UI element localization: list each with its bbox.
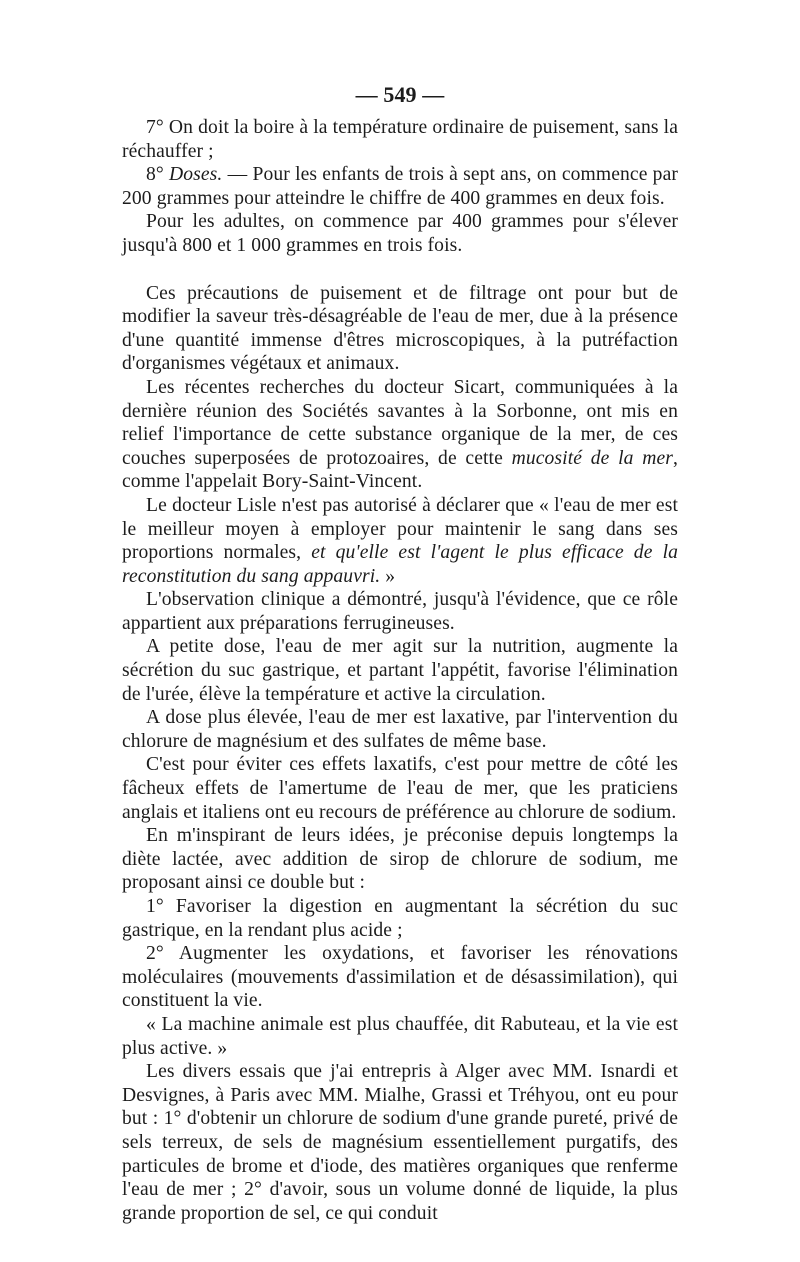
paragraph-precautions: Ces précautions de puisement et de filtrage ont pour but de modifier la saveur très-désagréable de l'eau de mer, due à la présence d'une quantité immense d'êtres microscopiques, à la putréfaction d'organismes végétaux et animaux. [122, 282, 678, 375]
paragraph-adults: Pour les adultes, on commence par 400 grammes pour s'élever jusqu'à 800 et 1 000 grammes en trois fois. [122, 211, 678, 256]
paragraph-petite-dose: A petite dose, l'eau de mer agit sur la nutrition, augmente la sécrétion du suc gastrique, et partant l'appétit, favorise l'élimination de l'urée, élève la température et active la circulation. [122, 636, 678, 705]
paragraph-sicart [122, 376, 678, 494]
paragraph-laxatifs: C'est pour éviter ces effets laxatifs, c'est pour mettre de côté les fâcheux effets de l'amertume de l'eau de mer, que les praticiens anglais et italiens ont eu recours de préférence au chlorure de sodium. [122, 754, 678, 823]
book-page [122, 82, 678, 1225]
paragraph-observation: L'observation clinique a démontré, jusqu'à l'évidence, que ce rôle appartient aux préparations ferrugineuses. [122, 589, 678, 634]
paragraph-doses [122, 163, 678, 210]
paragraph-point-2: 2° Augmenter les oxydations, et favoriser les rénovations moléculaires (mouvements d'assimilation et de désassimilation), qui constituent la vie. [122, 943, 678, 1012]
doses-heading: Doses. [169, 164, 223, 186]
paragraph-dose-elevee: A dose plus élevée, l'eau de mer est laxative, par l'intervention du chlorure de magnésium et des sulfates de même base. [122, 707, 678, 752]
paragraph-essais: Les divers essais que j'ai entrepris à Alger avec MM. Isnardi et Desvignes, à Paris avec MM. Mialhe, Grassi et Tréhyou, ont eu pour but : 1° d'obtenir un chlorure de sodium d'une grande pureté, privé de sels terreux, de sels de magnésium essentiellement purgatifs, des particules de brome et d'iode, des matières organiques que renferme l'eau de mer ; 2° d'avoir, sous un volume donné de liquide, la plus grande proportion de sel, ce qui conduit [122, 1061, 678, 1224]
paragraph-idees: En m'inspirant de leurs idées, je préconise depuis longtemps la diète lactée, avec addition de sirop de chlorure de sodium, me proposant ainsi ce double but : [122, 825, 678, 894]
sicart-emphasis: mucosité de la mer [511, 447, 673, 469]
paragraph-temperature: 7° On doit la boire à la température ordinaire de puisement, sans la réchauffer ; [122, 117, 678, 162]
lisle-text-b: » [380, 565, 396, 587]
page-number: — 549 — [355, 82, 445, 107]
sicart-text-b: , comme l'appelait Bory-Saint-Vincent. [122, 447, 678, 493]
paragraph-gap [122, 258, 678, 282]
paragraph-rabuteau-quote: « La machine animale est plus chauffée, dit Rabuteau, et la vie est plus active. » [122, 1013, 678, 1059]
lisle-text-a: Le docteur Lisle n'est pas autorisé à déclarer que « l'eau de mer est le meilleur moyen à employer pour maintenir le sang dans ses proportions normales, [122, 494, 678, 564]
doses-text: — Pour les enfants de trois à sept ans, on commence par 200 grammes pour atteindre le chiffre de 400 grammes en deux fois. [122, 164, 678, 209]
lisle-emphasis: et qu'elle est l'agent le plus efficace de la reconstitution du sang appauvri. [122, 542, 679, 587]
paragraph-point-1: 1° Favoriser la digestion en augmentant la sécrétion du suc gastrique, en la rendant plus acide ; [122, 896, 678, 941]
doses-number: 8° [146, 164, 170, 186]
sicart-text-a: Les récentes recherches du docteur Sicart, communiquées à la dernière réunion des Sociétés savantes à la Sorbonne, ont mis en relief l'importance de cette substance organique de la mer, de ces couches superposées de protozoaires, de cette [122, 376, 678, 469]
paragraph-lisle [122, 494, 678, 588]
